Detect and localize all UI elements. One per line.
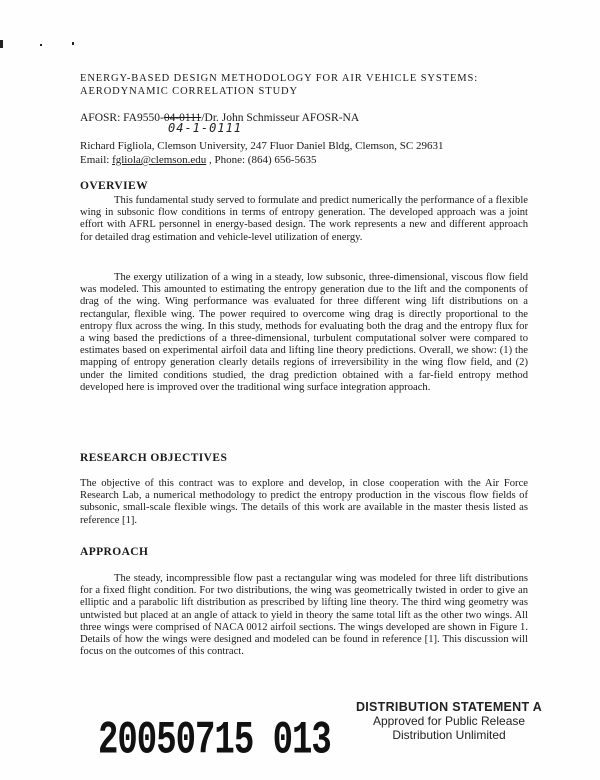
email-label: Email: bbox=[80, 154, 113, 166]
overview-paragraph-2 bbox=[80, 272, 528, 394]
document-title bbox=[80, 72, 540, 98]
approach-paragraph bbox=[80, 573, 528, 658]
approach-heading: APPROACH bbox=[80, 546, 149, 558]
contact-line bbox=[80, 154, 317, 166]
overview-paragraph-1 bbox=[80, 195, 528, 244]
overview-p1-text: This fundamental study served to formulate and predict numerically the performance of a flexible wing in subsonic flow conditions in terms of entropy generation. The developed approach was a joint effort with AFRL personnel in energy-based design. The work represents a new and different approach for detailed drag estimation and vehicle-level utilization of energy. bbox=[80, 195, 528, 243]
overview-p2-text: The exergy utilization of a wing in a steady, low subsonic, three-dimensional, viscous flow field was modeled. This amounted to estimating the entropy generation due to the lift and the components of drag of the wing. Wing performance was evaluated for three different wing lift distributions on a rectangular, flexible wing. The power required to overcome wing drag is directly proportional to the entropy flux across the wing. In this study, methods for evaluating both the drag and the entropy flux for a wing based the predictions of a three-dimensional, turbulent computational solver were compared to estimates based on experimental airfoil data and lifting line theory predictions. Overall, we show: (1) the mapping of entropy generation clearly details regions of irreversibility in the wing flow field, and (2) under the limited conditions studied, the drag prediction obtained with a far-field entropy method developed here is improved over the traditional wing surface integration approach. bbox=[80, 272, 528, 393]
grant-struck-number: 04-0111 bbox=[163, 112, 202, 124]
title-line-1: ENERGY-BASED DESIGN METHODOLOGY FOR AIR VEHICLE SYSTEMS: bbox=[80, 73, 479, 84]
research-objectives-heading: RESEARCH OBJECTIVES bbox=[80, 452, 228, 464]
author-line: Richard Figliola, Clemson University, 247 Fluor Daniel Bldg, Clemson, SC 29631 bbox=[80, 140, 444, 152]
title-line-2: AERODYNAMIC CORRELATION STUDY bbox=[80, 86, 299, 97]
objectives-paragraph bbox=[80, 478, 528, 527]
distribution-unlimited: Distribution Unlimited bbox=[392, 728, 506, 742]
distribution-statement-stamp bbox=[344, 700, 554, 742]
phone-text: , Phone: (864) 656-5635 bbox=[206, 154, 317, 166]
grant-prefix: AFOSR: FA9550- bbox=[80, 112, 164, 124]
approach-p1-text: The steady, incompressible flow past a rectangular wing was modeled for three lift distributions for a fixed flight condition. For two distributions, the wing was geometrically twisted in order to give an elliptic and a parabolic lift distribution as prescribed by lifting line theory. The third wing geometry was untwisted but placed at an angle of attack to yield in theory the same total lift as the other two wings. All three wings were comprised of NACA 0012 airfoil sections. The wings developed are shown in Figure 1. Details of how the wings were designed and modeled can be found in reference [1]. This discussion will focus on the outcomes of this contract. bbox=[80, 573, 528, 658]
scan-speck bbox=[0, 40, 3, 48]
distribution-approval: Approved for Public Release bbox=[372, 714, 526, 728]
scan-speck bbox=[72, 42, 74, 45]
grant-program-manager: /Dr. John Schmisseur AFOSR-NA bbox=[201, 112, 360, 124]
scan-speck bbox=[40, 44, 42, 46]
overview-heading: OVERVIEW bbox=[80, 180, 148, 192]
email-link[interactable]: fgliola@clemson.edu bbox=[112, 154, 207, 166]
objectives-p1-text: The objective of this contract was to explore and develop, in close cooperation with the Air Force Research Lab, a numerical methodology to predict the entropy production in the viscous flow fields of subsonic, small-scale flexible wings. The details of this work are available in the master thesis listed as reference [1]. bbox=[80, 478, 528, 526]
distribution-statement-title: DISTRIBUTION STATEMENT A bbox=[355, 700, 543, 714]
handwritten-correction: 04-1-0111 bbox=[168, 121, 243, 135]
document-number-stamp: 20050715 013 bbox=[98, 716, 331, 768]
